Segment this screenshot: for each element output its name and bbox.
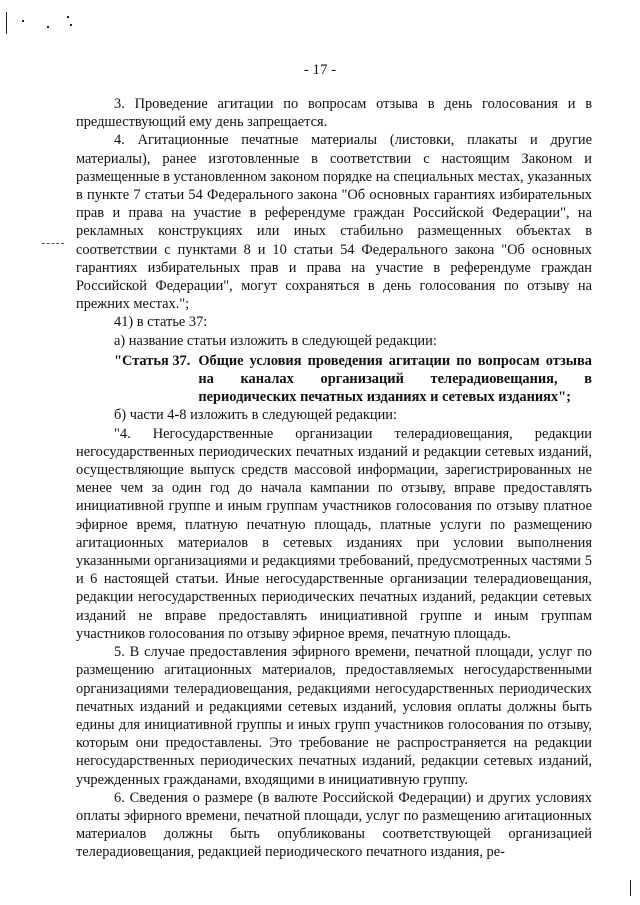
paragraph-subpoint-a: а) название статьи изложить в следующей редакции:: [114, 332, 437, 349]
article-heading: [76, 352, 592, 407]
article-title: Общие условия проведения агитации по вопросам отзыва на каналах организаций телерадиовещания, в периодических печатных изданиях и сетевых изданиях";: [198, 352, 592, 406]
paragraph-subpoint-b: б) части 4-8 изложить в следующей редакции:: [114, 407, 397, 424]
scan-artifact: [42, 243, 64, 244]
paragraph-point-41: 41) в статье 37:: [114, 314, 208, 331]
paragraph-part-4: "4. Негосударственные организации телерадиовещания, редакции негосударственных периодических печатных изданий и редакции сетевых изданий, осуществляющие выпуск средств массовой информации, зарегистрированных не менее чем за один год до начала кампании по отзыву, вправе предоставлять инициативной группе и иным группам участников голосования по отзыву платное эфирное время, платную печатную площадь, платные услуги по размещению агитационных материалов в сетевых изданиях при условии выполнения указанными организациями и редакциями требований, предусмотренных частями 5 и 6 настоящей статьи. Иные негосударственные организации телерадиовещания, редакции негосударственных периодических печатных изданий, редакции сетевых изданий не вправе предоставлять инициативной группе и иным группам участников голосования по отзыву эфирное время, печатную площадь.: [76, 425, 592, 642]
paragraph-part-6: 6. Сведения о размере (в валюте Российской Федерации) и других условиях оплаты эфирного времени, печатной площади, услуг по размещению агитационных материалов должны быть опубликованы соответствующей организацией телерадиовещания, редакцией периодического печатного издания, ре-: [76, 789, 592, 861]
scan-artifact: [630, 880, 631, 896]
scan-artifact: [22, 20, 24, 22]
page-number: - 17 -: [303, 62, 337, 78]
paragraph-part-5: 5. В случае предоставления эфирного времени, печатной площади, услуг по размещению агитационных материалов, предоставляемых негосударственными организациями телерадиовещания, редакциями негосударственных периодических печатных изданий и редакциями сетевых изданий, условия оплаты должны быть едины для инициативной группы и иных групп участников голосования по отзыву, которым они предоставлены. Это требование не распространяется на редакции негосударственных периодических печатных изданий, редакции сетевых изданий, учрежденных гражданами, входящими в инициативную группу.: [76, 644, 592, 788]
document-body: [76, 95, 592, 862]
scan-artifact: [47, 26, 49, 28]
article-number: "Статья 37.: [114, 352, 191, 369]
scan-artifact: [67, 16, 69, 18]
paragraph-item-4: 4. Агитационные печатные материалы (листовки, плакаты и другие материалы), ранее изготовленные в соответствии с настоящим Законом и размещенные в установленном законом порядке на специальных местах, указанных в пункте 7 статьи 54 Федерального закона "Об основных гарантиях избирательных прав и права на участие в референдуме граждан Российской Федерации", на рекламных конструкциях или иных стабильно размещенных объектах в соответствии с пунктами 8 и 10 статьи 54 Федерального закона "Об основных гарантиях избирательных прав и права на участие в референдуме граждан Российской Федерации", могут сохраняться в день голосования по отзыву на прежних местах.";: [76, 132, 592, 313]
paragraph-item-3: 3. Проведение агитации по вопросам отзыва в день голосования и в предшествующий ему день запрещается.: [76, 96, 592, 131]
scan-artifact: [6, 12, 7, 34]
scan-artifact: [70, 24, 72, 26]
